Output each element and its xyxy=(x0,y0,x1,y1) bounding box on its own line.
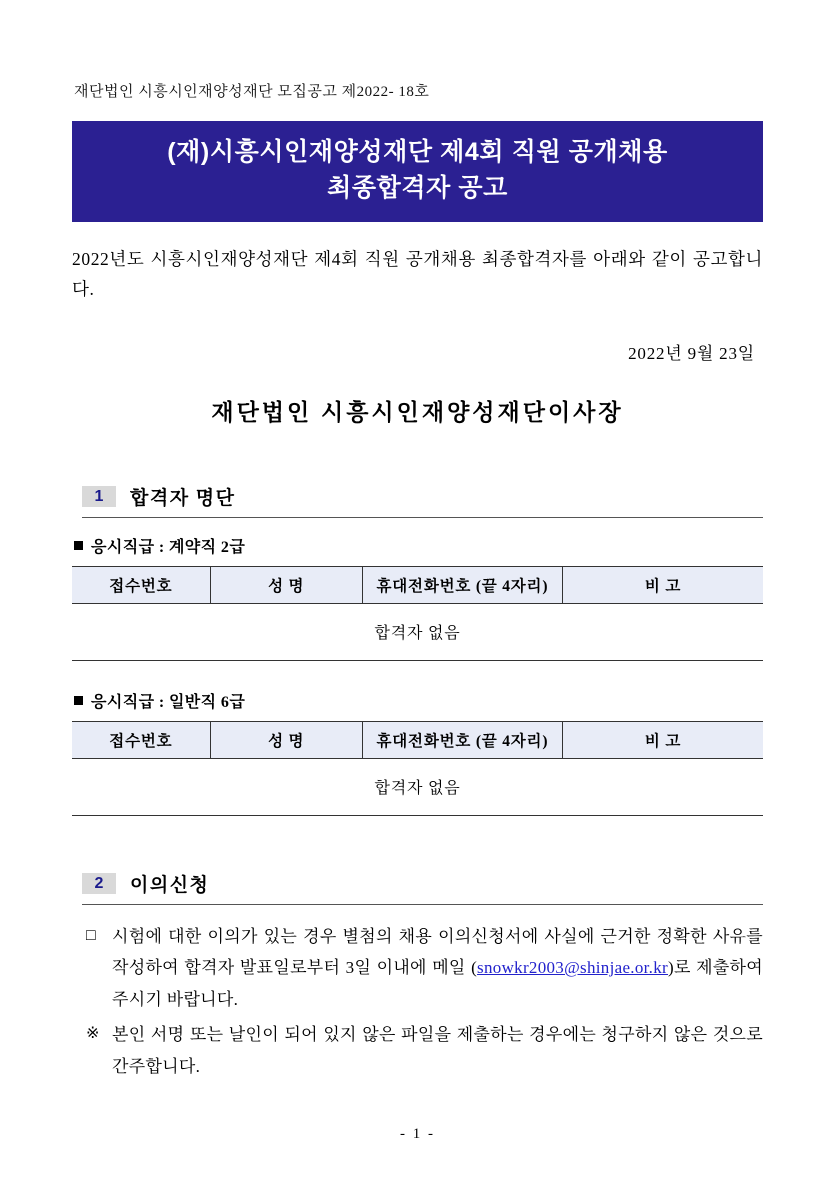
section-passers-list xyxy=(72,483,763,816)
page-number: - 1 - xyxy=(400,1126,435,1142)
grade-label-2 xyxy=(74,689,763,712)
grade-label-2-text: 응시직급 : 일반직 6급 xyxy=(91,693,246,711)
notice-1-body xyxy=(112,921,763,1015)
column-name: 성 명 xyxy=(210,721,362,758)
title-line-1: (재)시흥시인재양성재단 제4회 직원 공개채용 xyxy=(167,138,668,166)
grade-label-1-text: 응시직급 : 계약직 2급 xyxy=(91,538,246,556)
reference-mark-icon: ※ xyxy=(86,1025,100,1043)
document-header-line: 재단법인 시흥시인재양성재단 모집공고 제2022- 18호 xyxy=(74,84,430,100)
intro-paragraph: 2022년도 시흥시인재양성재단 제4회 직원 공개채용 최종합격자를 아래와 같이 공고합니다. xyxy=(72,248,763,300)
list-item xyxy=(86,1019,763,1082)
section-1-title: 합격자 명단 xyxy=(130,487,236,509)
empty-message-1: 합격자 없음 xyxy=(72,603,763,660)
column-phone-last4: 휴대전화번호 (끝 4자리) xyxy=(362,721,562,758)
column-receipt-number: 접수번호 xyxy=(72,566,210,603)
table-header-row xyxy=(72,566,763,603)
table-row xyxy=(72,603,763,660)
column-remarks: 비 고 xyxy=(563,721,763,758)
table-row xyxy=(72,758,763,815)
bullet-square-icon xyxy=(74,696,83,705)
bullet-square-icon xyxy=(74,541,83,550)
announcement-date: 2022년 9월 23일 xyxy=(628,343,755,363)
column-name: 성 명 xyxy=(210,566,362,603)
grade-label-1 xyxy=(74,534,763,557)
notice-list xyxy=(86,921,763,1082)
notice-1-text-before: 시험에 대한 이의가 있는 경우 별첨의 채용 이의신청서에 사실에 근거한 정확한 사유를 작성하여 합격자 발표일로부터 3일 이내에 메일 ( xyxy=(112,926,763,978)
issuer-signature: 재단법인 시흥시인재양성재단이사장 xyxy=(211,399,624,425)
section-2-number: 2 xyxy=(82,873,116,894)
column-remarks: 비 고 xyxy=(563,566,763,603)
notice-2-body: 본인 서명 또는 날인이 되어 있지 않은 파일을 제출하는 경우에는 청구하지 않은 것으로 간주합니다. xyxy=(112,1025,763,1076)
document-title-banner xyxy=(72,121,763,222)
table-spacer xyxy=(72,661,763,689)
table-header-row xyxy=(72,721,763,758)
column-receipt-number: 접수번호 xyxy=(72,721,210,758)
list-item xyxy=(86,921,763,1015)
notice-1-text-after: )로 제출하여 주시기 바랍니다. xyxy=(112,958,763,1009)
section-1-number: 1 xyxy=(82,486,116,507)
result-table-general-grade6 xyxy=(72,721,763,816)
section-2-title: 이의신청 xyxy=(130,874,210,896)
title-line-2: 최종합격자 공고 xyxy=(327,174,508,203)
section-2-header xyxy=(82,870,763,905)
column-phone-last4: 휴대전화번호 (끝 4자리) xyxy=(362,566,562,603)
section-objection xyxy=(72,870,763,1082)
email-link[interactable]: snowkr2003@shinjae.or.kr xyxy=(477,958,668,978)
checkbox-square-icon: □ xyxy=(86,926,96,944)
result-table-contract-grade2 xyxy=(72,566,763,661)
empty-message-2: 합격자 없음 xyxy=(72,758,763,815)
section-1-header xyxy=(82,483,763,518)
